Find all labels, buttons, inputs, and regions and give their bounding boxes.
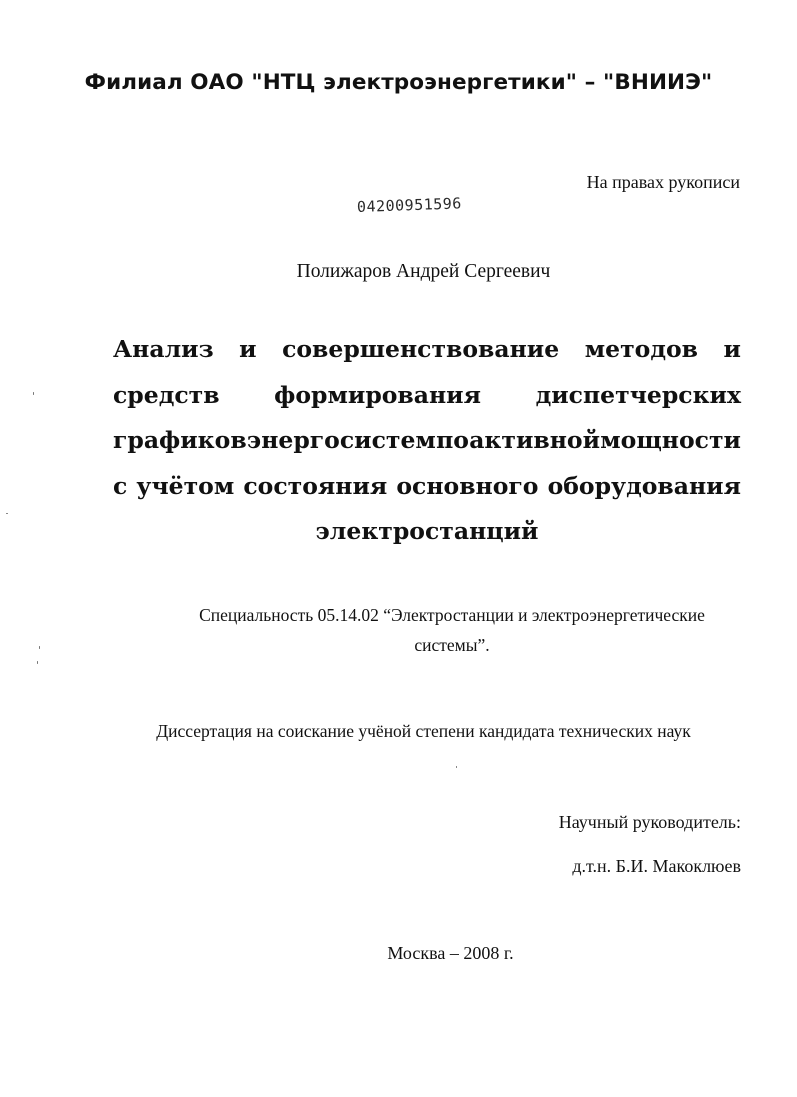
title-word: средств — [113, 380, 220, 409]
scan-speck — [33, 392, 34, 395]
title-line — [113, 327, 741, 373]
title-word: активной — [469, 426, 601, 454]
title-word: методов — [584, 335, 699, 363]
title-word: Анализ — [113, 335, 214, 363]
title-word: формирования — [274, 380, 481, 409]
supervisor-name: д.т.н. Б.И. Макоклюев — [572, 856, 741, 876]
title-word: и — [723, 335, 741, 363]
registration-number-stamp: 04200951596 — [356, 194, 463, 216]
degree-statement: Диссертация на соискание учёной степени кандидата технических наук — [156, 721, 691, 741]
title-line — [113, 464, 741, 510]
specialty-line: Специальность 05.14.02 “Электростанции и электроэнергетические — [199, 605, 705, 625]
title-word: учётом — [136, 471, 235, 500]
supervisor-label: Научный руководитель: — [558, 812, 741, 832]
city-year: Москва – 2008 г. — [387, 943, 514, 963]
scan-speck — [6, 513, 8, 514]
title-word: энергосистем — [246, 426, 436, 454]
organization-header: Филиал ОАО "НТЦ электроэнергетики" – "ВНИИЭ" — [84, 70, 713, 95]
manuscript-note: На правах рукописи — [586, 172, 740, 192]
title-word: совершенствование — [282, 335, 560, 363]
title-word: по — [436, 426, 469, 454]
title-word: электростанций — [315, 517, 539, 545]
title-word: с — [113, 471, 128, 500]
title-word: мощности — [600, 426, 741, 454]
dissertation-title — [113, 327, 741, 555]
scan-speck — [39, 646, 40, 649]
title-word: основного — [396, 471, 539, 500]
scan-speck — [456, 766, 457, 768]
title-line — [113, 418, 741, 464]
specialty-line: системы”. — [414, 635, 490, 655]
title-word: оборудования — [547, 471, 741, 500]
title-line — [113, 509, 741, 555]
scan-speck — [37, 661, 38, 664]
title-line — [113, 373, 741, 419]
author-name: Полижаров Андрей Сергеевич — [296, 261, 551, 282]
title-word: диспетчерских — [535, 380, 741, 409]
specialty — [180, 600, 724, 660]
title-word: графиков — [113, 426, 247, 454]
title-word: состояния — [243, 471, 388, 500]
title-word: и — [239, 335, 257, 363]
